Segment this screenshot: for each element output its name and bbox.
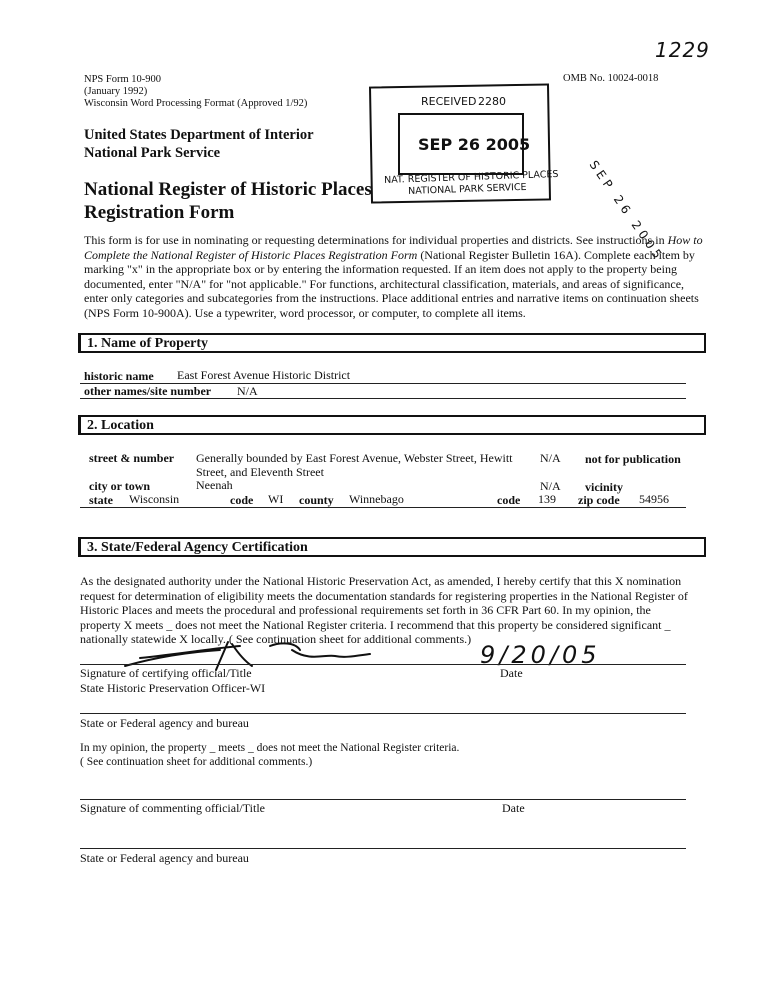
- form-title-line-2: Registration Form: [84, 202, 235, 223]
- city-na: N/A: [540, 479, 561, 493]
- not-for-publication-label: not for publication: [585, 452, 681, 466]
- zip-value: 54956: [639, 492, 669, 506]
- form-title-line-1: National Register of Historic Places: [84, 179, 372, 200]
- stamp-line-1: NAT. REGISTER OF HISTORIC PLACES: [384, 168, 559, 186]
- instructions-text-2: (National Register Bulletin 16A). Complete each item by marking "x" in the appropriate box or by entering the information requested. If an item does not apply to the property being documented, enter "N/A" for "not applicable." For functions, architectural classification, materials, and areas of significance, enter only categories and subcategories from the instructions. Place additional entries and narrative items on continuation sheets (NPS Form 10-900A). Use a typewriter, word processor, or computer, to complete all items.: [84, 247, 699, 320]
- opinion-line-2: ( See continuation sheet for additional comments.): [80, 756, 313, 768]
- county-code-label: code: [497, 493, 521, 507]
- historic-name-label: historic name: [84, 369, 154, 383]
- zip-label: zip code: [578, 493, 620, 507]
- commenting-date-label: Date: [502, 801, 525, 815]
- vicinity-label: vicinity: [585, 480, 623, 494]
- section-2-heading: 2. Location: [87, 418, 154, 433]
- other-names-label: other names/site number: [84, 384, 212, 398]
- section-1-header: [78, 333, 706, 353]
- stamp-received: RECEIVED: [421, 95, 477, 108]
- form-date: (January 1992): [84, 86, 148, 97]
- county-code-value: 139: [538, 492, 556, 506]
- omb-number: OMB No. 10024-0018: [563, 73, 659, 84]
- rule-agency-2: [80, 848, 686, 849]
- certification-paragraph: As the designated authority under the National Historic Preservation Act, as amended, I hereby certify that this X nomination request for determination of eligibility meets the documentation standards for registering properties in the National Register of Historic Places and meets the procedural and professional requirements set forth in 36 CFR Part 60. In my opinion, the property X meets _ does not meet the National Register criteria. I recommend that this property be considered significant _ nationally statewide X locally. ( See continuation sheet for additional comments.): [80, 574, 688, 647]
- instructions-text-1: This form is for use in nominating or requesting determinations for individual properties and districts. See instructions in: [84, 233, 668, 247]
- stamp-line-2: NATIONAL PARK SERVICE: [408, 181, 527, 197]
- commenting-signature-label: Signature of commenting official/Title: [80, 801, 265, 815]
- street-value-line-2: Street, and Eleventh Street: [196, 465, 324, 479]
- rotated-date-stamp: SEP 26 2005: [586, 158, 667, 265]
- agency-line-1: United States Department of Interior: [84, 127, 314, 143]
- stamp-received-number: 2280: [478, 95, 506, 108]
- street-value-line-1: Generally bounded by East Forest Avenue, Webster Street, Hewitt: [196, 451, 513, 465]
- handwritten-number: 1229: [655, 38, 710, 62]
- other-names-value: N/A: [237, 384, 258, 398]
- historic-name-value: East Forest Avenue Historic District: [177, 368, 351, 382]
- rule-other-names: [80, 398, 686, 399]
- agency-line-2: National Park Service: [84, 145, 221, 161]
- form-number: NPS Form 10-900: [84, 74, 162, 85]
- section-3-header: [78, 537, 706, 557]
- rule-agency-1: [80, 713, 686, 714]
- instructions-italic: How to Complete the National Register of Historic Places Registration Form: [84, 233, 703, 262]
- state-code-value: WI: [268, 492, 284, 506]
- stamp-date: SEP 26 2005: [418, 135, 531, 154]
- county-value: Winnebago: [349, 492, 404, 506]
- handwritten-date: 9/20/05: [480, 641, 601, 669]
- rule-commenting-signature: [80, 799, 686, 800]
- city-value: Neenah: [196, 478, 233, 492]
- city-label: city or town: [89, 479, 151, 493]
- street-label: street & number: [89, 451, 175, 465]
- opinion-line-1: In my opinion, the property _ meets _ does not meet the National Register criteria.: [80, 742, 460, 754]
- rule-state-row: [80, 507, 686, 508]
- section-3-heading: 3. State/Federal Agency Certification: [87, 540, 308, 555]
- section-1-heading: 1. Name of Property: [87, 336, 209, 351]
- agency-bureau-label-1: State or Federal agency and bureau: [80, 716, 249, 730]
- state-code-label: code: [230, 493, 254, 507]
- state-label: state: [89, 493, 113, 507]
- format-note: Wisconsin Word Processing Format (Approved 1/92): [84, 98, 308, 109]
- certifying-date-label: Date: [500, 666, 523, 680]
- official-title: State Historic Preservation Officer-WI: [80, 681, 266, 695]
- section-2-header: [78, 415, 706, 435]
- county-label: county: [299, 493, 334, 507]
- agency-bureau-label-2: State or Federal agency and bureau: [80, 851, 249, 865]
- state-value: Wisconsin: [129, 492, 180, 506]
- rule-signature: [80, 664, 686, 665]
- certifying-signature-label: Signature of certifying official/Title: [80, 666, 252, 680]
- instructions-paragraph: [84, 233, 706, 321]
- street-na: N/A: [540, 451, 561, 465]
